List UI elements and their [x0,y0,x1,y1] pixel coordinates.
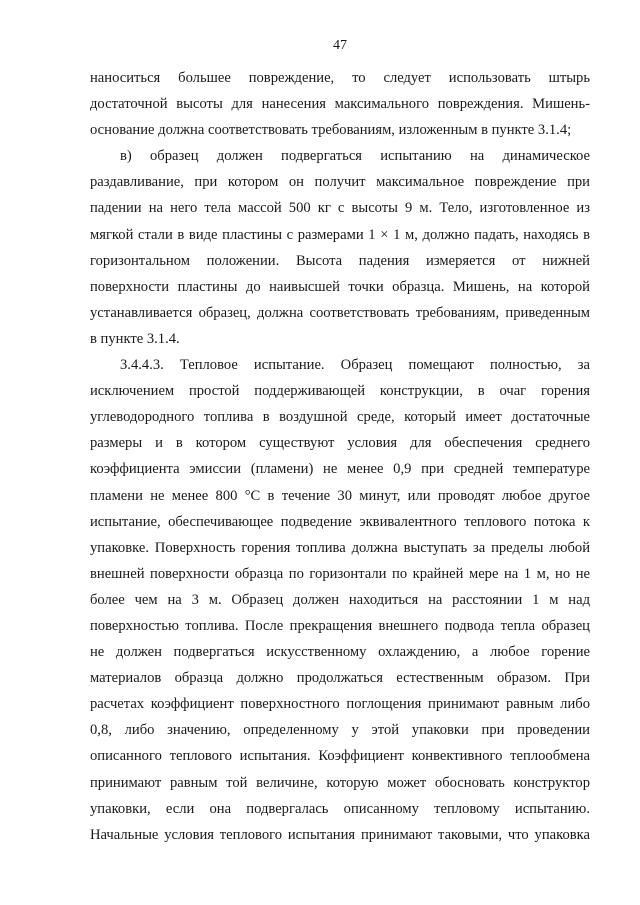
text-line: упаковки, если она подвергалась описанному тепловому испытанию. [90,800,590,817]
text-line: раздавливание, при котором он получит максимальное повреждение при [90,174,590,191]
page-number: 47 [333,38,347,53]
text-line: поверхности пластины до наивысшей точки образца. Мишень, на которой [90,278,590,295]
text-line: размеры и в котором существуют условия для обеспечения среднего [90,435,590,452]
text-line: устанавливается образец, должна соответствовать требованиям, приведенным [90,304,590,321]
text-line: достаточной высоты для нанесения максимального повреждения. Мишень- [90,96,590,113]
text-line: материалов образца должно продолжаться естественным образом. При [90,670,590,687]
text-line: 3.4.4.3. Тепловое испытание. Образец помещают полностью, за [120,357,590,374]
text-line: падении на него тела массой 500 кг с высоты 9 м. Тело, изготовленное из [90,200,590,217]
text-line: описанного теплового испытания. Коэффициент конвективного теплообмена [90,748,590,765]
text-line: принимают равным той величине, которую может обосновать конструктор [90,774,590,791]
text-line: коэффициента эмиссии (пламени) не менее 0,9 при средней температуре [90,461,590,478]
text-line: Начальные условия теплового испытания принимают таковыми, что упаковка [90,826,590,843]
text-line: исключением простой поддерживающей конструкции, в очаг горения [90,383,590,400]
text-line: поверхностью топлива. После прекращения внешнего подвода тепла образец [90,617,590,634]
text-line: в пункте 3.1.4. [90,330,180,347]
text-line: 0,8, либо значению, определенному у этой упаковки при проведении [90,722,590,739]
text-line: мягкой стали в виде пластины с размерами 1 × 1 м, должно падать, находясь в [90,226,590,243]
text-line: внешней поверхности образца по горизонтали по крайней мере на 1 м, но не [90,565,590,582]
text-line: упаковке. Поверхность горения топлива должна выступать за пределы любой [90,539,590,556]
text-line: не должен подвергаться искусственному охлаждению, а любое горение [90,644,590,661]
text-line: горизонтальном положении. Высота падения измеряется от нижней [90,252,590,269]
text-line: основание должна соответствовать требованиям, изложенным в пункте 3.1.4; [90,122,572,139]
text-line: более чем на 3 м. Образец должен находиться на расстоянии 1 м над [90,591,590,608]
text-line: испытание, обеспечивающее подведение эквивалентного теплового потока к [90,513,590,530]
text-line: углеводородного топлива в воздушной среде, который имеет достаточные [90,409,590,426]
text-line: наноситься большее повреждение, то следует использовать штырь [90,70,590,86]
text-line: в) образец должен подвергаться испытанию на динамическое [120,148,590,165]
body-text [90,65,590,848]
text-line: расчетах коэффициент поверхностного поглощения принимают равным либо [90,696,590,713]
text-line: пламени не менее 800 °С в течение 30 минут, или проводят любое другое [90,487,590,504]
